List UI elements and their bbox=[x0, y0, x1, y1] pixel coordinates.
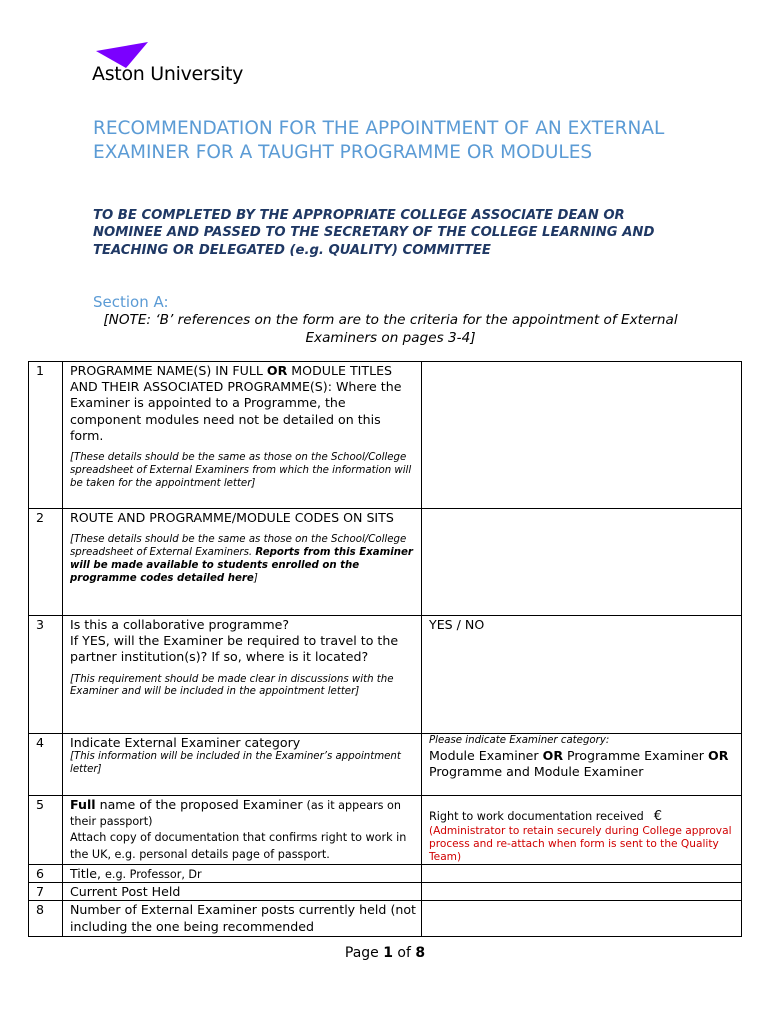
row-number: 7 bbox=[29, 883, 63, 901]
form-row-5 bbox=[29, 796, 742, 865]
question-text-cont: MODULE TITLES AND THEIR ASSOCIATED PROGRAMME(S): Where the Examiner is appointed to a Programme, the component modules need not be detailed on this form. bbox=[70, 363, 402, 443]
question-text: name of the proposed Examiner bbox=[95, 797, 307, 812]
question-note: [This requirement should be made clear in discussions with the Examiner and will be included in the appointment letter] bbox=[70, 673, 394, 698]
row-question bbox=[63, 362, 422, 509]
answer-field-right-to-work bbox=[422, 796, 742, 865]
row-number: 3 bbox=[29, 616, 63, 734]
row-number: 6 bbox=[29, 865, 63, 883]
question-text: Title, bbox=[70, 866, 105, 881]
row-question bbox=[63, 796, 422, 865]
question-note: [These details should be the same as those on the School/College spreadsheet of External Examiners from which the information will be taken for the appointment letter] bbox=[70, 452, 412, 489]
answer-text-cont: Programme Examiner bbox=[563, 747, 708, 763]
note-emphasis: Reports from this Examiner will be made available to students enrolled on the programme codes detailed here bbox=[70, 547, 413, 584]
row-number: 2 bbox=[29, 509, 63, 616]
question-text: Indicate External Examiner category bbox=[70, 735, 301, 750]
row-number: 8 bbox=[29, 901, 63, 937]
form-row-8 bbox=[29, 901, 742, 937]
form-row-2 bbox=[29, 509, 742, 616]
form-row-1 bbox=[29, 362, 742, 509]
logo-text: Aston University bbox=[92, 63, 244, 85]
question-emphasis: OR bbox=[266, 363, 288, 378]
document-subtitle: TO BE COMPLETED BY THE APPROPRIATE COLLEGE ASSOCIATE DEAN OR NOMINEE AND PASSED TO THE SECRETARY OF THE COLLEGE LEARNING AND TEACHING OR DELEGATED (e.g. QUALITY) COMMITTEE bbox=[93, 208, 655, 258]
page-footer bbox=[0, 945, 770, 961]
answer-field-current-post[interactable] bbox=[422, 883, 742, 901]
row-question bbox=[63, 509, 422, 616]
row-question bbox=[63, 616, 422, 734]
form-row-4 bbox=[29, 734, 742, 796]
question-text-cont: Attach copy of documentation that confirms right to work in the UK, e.g. personal details page of passport. bbox=[70, 831, 407, 861]
answer-field-programme-names[interactable] bbox=[422, 362, 742, 509]
question-note bbox=[70, 534, 416, 585]
note-end: ] bbox=[253, 572, 258, 584]
form-row-6 bbox=[29, 865, 742, 883]
question-text: PROGRAMME NAME(S) IN FULL bbox=[70, 363, 267, 378]
question-emphasis: Full bbox=[70, 797, 96, 812]
criteria-note: [NOTE: ‘B’ references on the form are to the criteria for the appointment of External Examiners on pages 3-4] bbox=[103, 312, 678, 346]
checkbox-icon[interactable]: € bbox=[653, 809, 662, 824]
section-heading: Section A: bbox=[93, 293, 169, 311]
question-text: Is this a collaborative programme? If YES, will the Examiner be required to travel to the partner institution(s)? If so, where is it located? bbox=[70, 617, 399, 665]
question-aside: e.g. Professor, Dr bbox=[105, 868, 202, 881]
footer-of: of bbox=[392, 945, 416, 961]
question-note: [This information will be included in the Examiner’s appointment letter] bbox=[70, 751, 401, 775]
row-number: 1 bbox=[29, 362, 63, 509]
form-table bbox=[28, 361, 742, 937]
page-total: 8 bbox=[415, 945, 426, 961]
answer-field-posts-held[interactable] bbox=[422, 901, 742, 937]
administrator-note: (Administrator to retain securely during College approval process and re-attach when form is sent to the Quality Team) bbox=[429, 825, 732, 863]
note-text: [These details should be the same as those on the School/College spreadsheet of External Examiners. bbox=[70, 534, 407, 558]
answer-field-collaborative[interactable]: YES / NO bbox=[422, 616, 742, 734]
answer-note: Please indicate Examiner category: bbox=[429, 735, 610, 746]
row-number: 5 bbox=[29, 796, 63, 865]
answer-field-category[interactable] bbox=[422, 734, 742, 796]
answer-text-end: Programme and Module Examiner bbox=[429, 764, 644, 779]
row-question: Number of External Examiner posts currently held (not including the one being recommended bbox=[63, 901, 422, 937]
answer-or: OR bbox=[542, 747, 564, 763]
row-number: 4 bbox=[29, 734, 63, 796]
question-aside: (as it appears on their passport) bbox=[70, 799, 401, 829]
answer-field-codes[interactable] bbox=[422, 509, 742, 616]
row-question bbox=[63, 865, 422, 883]
form-row-7 bbox=[29, 883, 742, 901]
answer-field-title[interactable] bbox=[422, 865, 742, 883]
form-row-3 bbox=[29, 616, 742, 734]
aston-university-logo bbox=[92, 40, 262, 90]
answer-or: OR bbox=[707, 747, 729, 763]
row-question bbox=[63, 734, 422, 796]
row-question: Current Post Held bbox=[63, 883, 422, 901]
footer-text: Page bbox=[344, 945, 384, 961]
question-text: ROUTE AND PROGRAMME/MODULE CODES ON SITS bbox=[70, 510, 394, 525]
answer-text: Module Examiner bbox=[429, 747, 543, 763]
answer-text: Right to work documentation received bbox=[429, 810, 644, 823]
page-number: 1 bbox=[383, 945, 393, 961]
document-title: RECOMMENDATION FOR THE APPOINTMENT OF AN EXTERNAL EXAMINER FOR A TAUGHT PROGRAMME OR MODULES bbox=[93, 118, 665, 163]
